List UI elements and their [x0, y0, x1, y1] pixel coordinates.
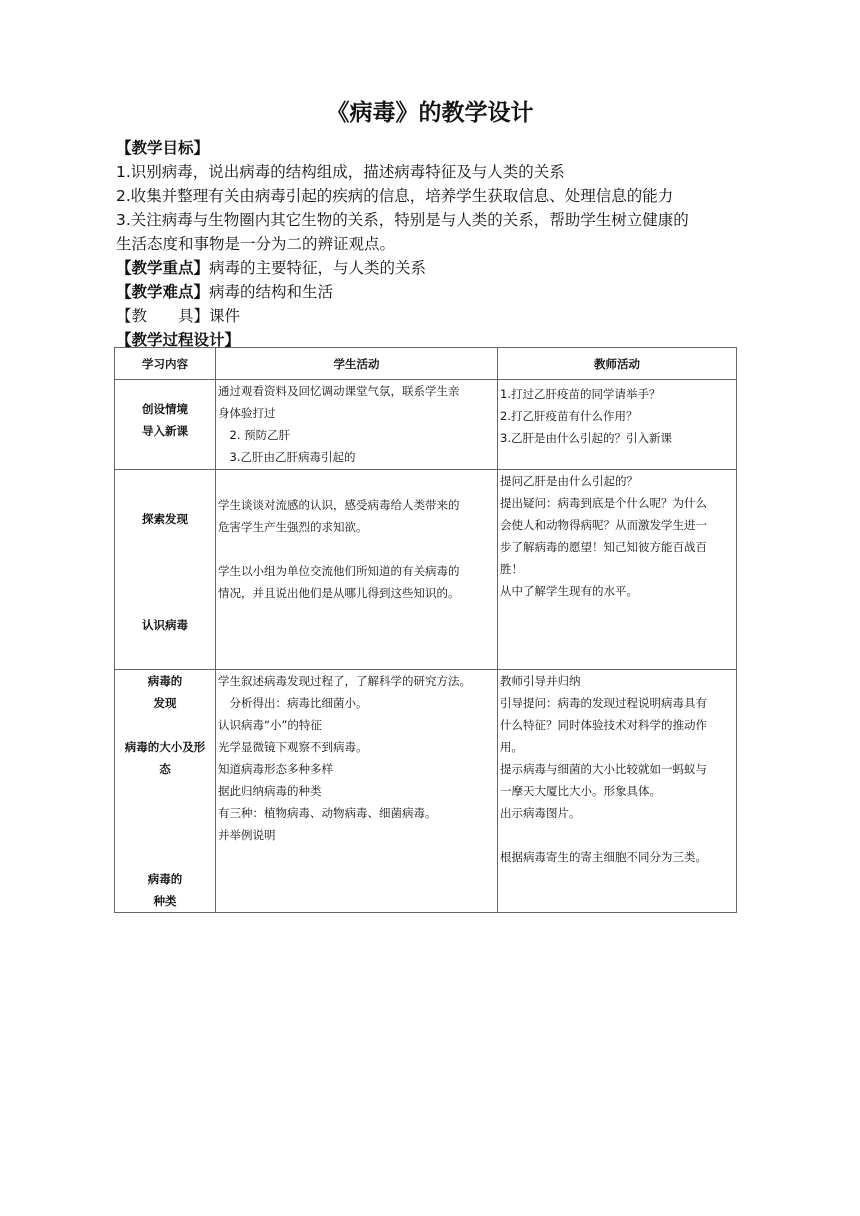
key-point-label: 【教学重点】 — [116, 259, 210, 277]
cell-line: 会使人和动物得病呢？从而激发学生进一 — [500, 518, 707, 532]
page-title: 《病毒》的教学设计 — [326, 100, 534, 126]
objective-1: 1.识别病毒，说出病毒的结构组成，描述病毒特征及与人类的关系 — [116, 163, 565, 181]
row1-teacher — [498, 380, 737, 470]
cell-line: 病毒的 — [147, 872, 183, 886]
table-row — [115, 670, 737, 913]
objective-3-cont: 生活态度和事物是一分为二的辨证观点。 — [116, 235, 396, 253]
cell-line: 步了解病毒的愿望！知己知彼方能百战百 — [500, 540, 707, 554]
cell-line: 根据病毒寄生的寄主细胞不同分为三类。 — [500, 850, 707, 864]
cell-line: 据此归纳病毒的种类 — [218, 784, 322, 798]
row2-student — [216, 470, 498, 670]
objectives-block — [116, 136, 756, 352]
cell-line: 出示病毒图片。 — [500, 806, 581, 820]
cell-line: 2.打乙肝疫苗有什么作用？ — [500, 409, 638, 423]
cell-line: 情况，并且说出他们是从哪儿得到这些知识的。 — [218, 586, 460, 600]
cell-line: 一摩天大厦比大小。形象具体。 — [500, 784, 661, 798]
row3-student — [216, 670, 498, 913]
header-teacher: 教师活动 — [498, 348, 737, 380]
cell-line: 3.乙肝由乙肝病毒引起的 — [218, 450, 356, 464]
table-row — [115, 470, 737, 670]
tools-line — [116, 304, 756, 328]
cell-line: 知道病毒形态多种多样 — [218, 762, 333, 776]
cell-line: 学生叙述病毒发现过程了，了解科学的研究方法。 — [218, 674, 471, 688]
cell-line: 2. 预防乙肝 — [218, 428, 291, 442]
cell-line: 通过观看资料及回忆调动课堂气氛，联系学生亲 — [218, 384, 460, 398]
row2-content — [115, 470, 216, 670]
cell-line: 态 — [159, 762, 171, 776]
header-student: 学生活动 — [216, 348, 498, 380]
cell-line: 创设情境 — [142, 402, 188, 416]
difficulty-label: 【教学难点】 — [116, 283, 210, 301]
objective-2: 2.收集并整理有关由病毒引起的疾病的信息，培养学生获取信息、处理信息的能力 — [116, 187, 674, 205]
row1-student — [216, 380, 498, 470]
header-content: 学习内容 — [115, 348, 216, 380]
cell-line: 3.乙肝是由什么引起的？引入新课 — [500, 431, 672, 445]
row3-teacher — [498, 670, 737, 913]
teaching-process-table — [114, 347, 737, 913]
cell-line: 胜！ — [500, 562, 523, 576]
difficulty-text: 病毒的结构和生活 — [209, 283, 334, 301]
cell-line: 用。 — [500, 740, 523, 754]
cell-line: 身体验打过 — [218, 406, 276, 420]
tools-text: 课件 — [209, 307, 241, 325]
objective-3: 3.关注病毒与生物圈内其它生物的关系，特别是与人类的关系，帮助学生树立健康的 — [116, 211, 689, 229]
cell-line: 分析得出：病毒比细菌小。 — [218, 696, 368, 710]
cell-line: 1.打过乙肝疫苗的同学请举手？ — [500, 387, 661, 401]
row2-teacher — [498, 470, 737, 670]
tools-label: 【教 具】 — [116, 307, 210, 325]
cell-line: 并举例说明 — [218, 828, 276, 842]
cell-line: 认识病毒“小”的特征 — [218, 718, 322, 732]
cell-line — [218, 538, 495, 560]
cell-line: 光学显微镜下观察不到病毒。 — [218, 740, 368, 754]
cell-line: 提示病毒与细菌的大小比较就如一蚂蚁与 — [500, 762, 707, 776]
key-point-line — [116, 256, 756, 280]
cell-line: 危害学生产生强烈的求知欲。 — [218, 520, 368, 534]
cell-line: 提出疑问：病毒到底是个什么呢？为什么 — [500, 496, 707, 510]
cell-line: 什么特征？同时体验技术对科学的推动作 — [500, 718, 707, 732]
cell-line: 学生谈谈对流感的认识，感受病毒给人类带来的 — [218, 498, 460, 512]
cell-line: 病毒的 — [147, 674, 183, 688]
cell-line — [500, 824, 734, 846]
cell-line: 发现 — [153, 696, 177, 710]
difficulty-line — [116, 280, 756, 304]
table-header-row — [115, 348, 737, 380]
table-row — [115, 380, 737, 470]
cell-line: 引导提问：病毒的发现过程说明病毒具有 — [500, 696, 707, 710]
cell-line: 学生以小组为单位交流他们所知道的有关病毒的 — [218, 564, 460, 578]
cell-line: 从中了解学生现有的水平。 — [500, 584, 638, 598]
key-point-text: 病毒的主要特征，与人类的关系 — [209, 259, 427, 277]
cell-line: 教师引导并归纳 — [500, 674, 581, 688]
cell-line: 种类 — [153, 894, 177, 908]
objectives-heading: 【教学目标】 — [116, 139, 210, 157]
cell-line: 探索发现 — [142, 512, 188, 526]
row1-content — [115, 380, 216, 470]
row3-content — [115, 670, 216, 913]
cell-line: 有三种：植物病毒、动物病毒、细菌病毒。 — [218, 806, 437, 820]
process-heading: 【教学过程设计】 — [116, 331, 241, 349]
cell-line: 提问乙肝是由什么引起的？ — [500, 474, 638, 488]
cell-line: 认识病毒 — [142, 618, 188, 632]
cell-line: 导入新课 — [142, 424, 188, 438]
cell-line: 病毒的大小及形 — [124, 740, 206, 754]
